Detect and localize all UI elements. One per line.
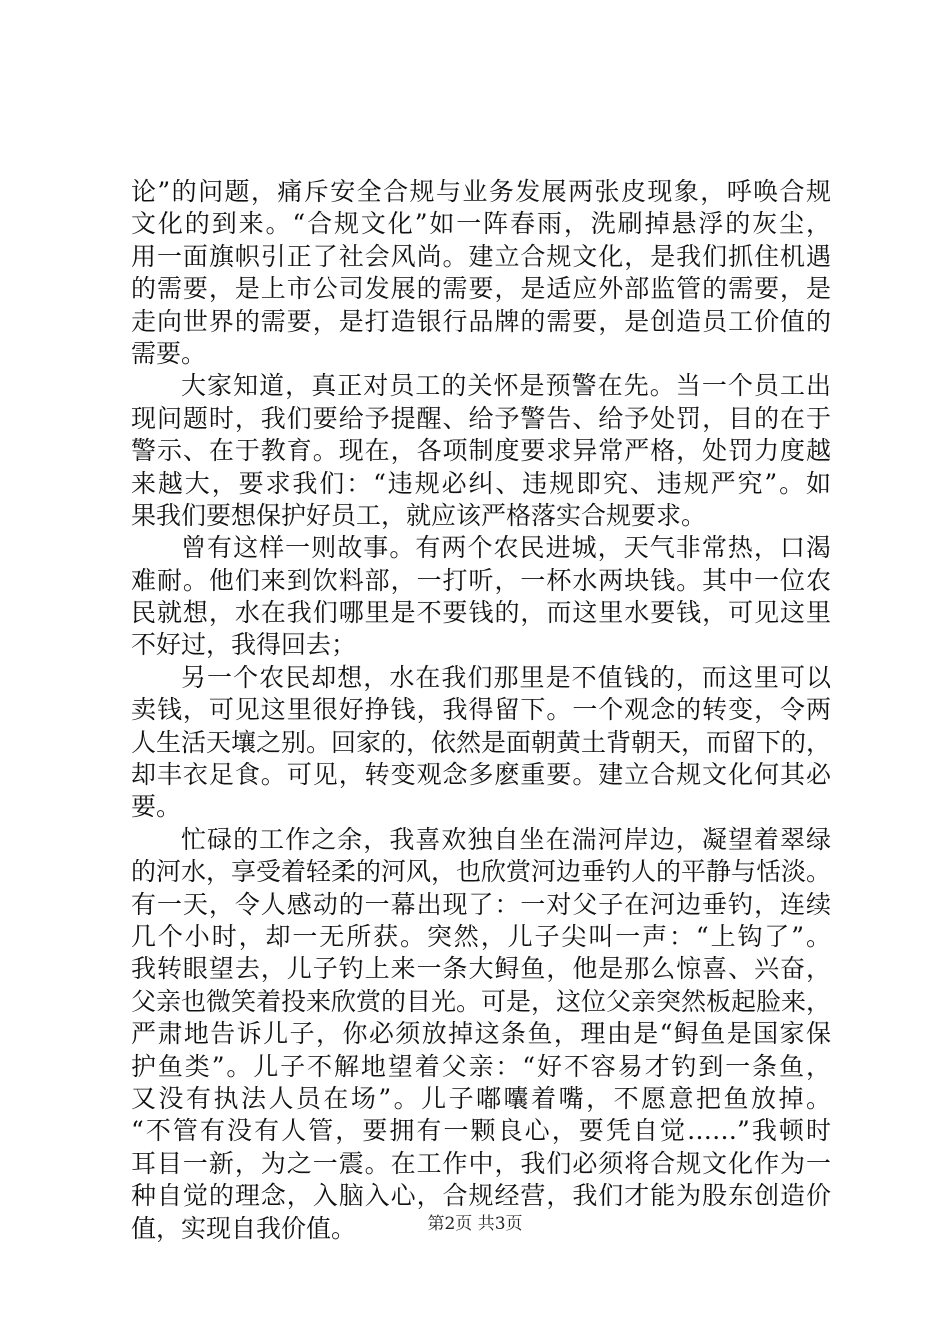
text-line: 曾有这样一则故事。有两个农民进城，天气非常热，口渴	[181, 533, 831, 563]
text-line: 走向世界的需要，是打造银行品牌的需要，是创造员工价值的	[131, 306, 831, 336]
text-line: 种自觉的理念，入脑入心，合规经营，我们才能为股东创造价	[131, 1181, 831, 1211]
text-line: 果我们要想保护好员工，就应该严格落实合规要求。	[131, 500, 707, 530]
text-line: 不好过，我得回去；	[131, 630, 357, 660]
text-line: 的河水，享受着轻柔的河风，也欣赏河边垂钓人的平静与恬淡。	[131, 857, 832, 887]
text-line: 卖钱，可见这里很好挣钱，我得留下。一个观念的转变，令两	[131, 695, 831, 725]
text-line: 大家知道，真正对员工的关怀是预警在先。当一个员工出	[181, 371, 831, 401]
text-line: 我转眼望去，儿子钓上来一条大鲟鱼，他是那么惊喜、兴奋，	[131, 954, 831, 984]
text-line: 忙碌的工作之余，我喜欢独自坐在湍河岸边，凝望着翠绿	[181, 824, 831, 854]
text-line: 却丰衣足食。可见，转变观念多麽重要。建立合规文化何其必	[131, 760, 831, 790]
text-line: 另一个农民却想，水在我们那里是不值钱的，而这里可以	[181, 662, 831, 692]
text-line: 现问题时，我们要给予提醒、给予警告、给予处罚，目的在于	[131, 403, 831, 433]
text-line: 护鱼类”。儿子不解地望着父亲：“好不容易才钓到一条鱼，	[131, 1051, 831, 1081]
text-line: 难耐。他们来到饮料部，一打听，一杯水两块钱。其中一位农	[131, 565, 831, 595]
text-line: 民就想，水在我们哪里是不要钱的，而这里水要钱，可见这里	[131, 598, 831, 628]
text-line: 人生活天壤之别。回家的，依然是面朝黄土背朝天，而留下的，	[131, 727, 832, 757]
text-line: 父亲也微笑着投来欣赏的目光。可是，这位父亲突然板起脸来，	[131, 986, 832, 1016]
text-line: “不管有没有人管，要拥有一颗良心，要凭自觉……”我顿时	[131, 1116, 831, 1146]
text-line: 需要。	[131, 338, 207, 368]
page-footer: 第2页 共3页	[427, 1214, 523, 1234]
text-line: 警示、在于教育。现在，各项制度要求异常严格，处罚力度越	[131, 436, 831, 466]
text-line: 用一面旗帜引正了社会风尚。建立合规文化，是我们抓住机遇	[131, 241, 831, 271]
text-line: 来越大，要求我们：“违规必纠、违规即究、违规严究”。如	[131, 468, 831, 498]
text-line: 值，实现自我价值。	[131, 1213, 357, 1243]
text-line: 要。	[131, 792, 182, 822]
text-line: 几个小时，却一无所获。突然，儿子尖叫一声：“上钩了”。	[131, 921, 831, 951]
text-line: 的需要，是上市公司发展的需要，是适应外部监管的需要，是	[131, 274, 831, 304]
text-line: 论”的问题，痛斥安全合规与业务发展两张皮现象，呼唤合规	[131, 177, 831, 206]
text-line: 有一天，令人感动的一幕出现了：一对父子在河边垂钓，连续	[131, 889, 831, 919]
text-line: 严肃地告诉儿子，你必须放掉这条鱼，理由是“鲟鱼是国家保	[131, 1019, 831, 1049]
document-body	[131, 176, 831, 1245]
text-line: 文化的到来。“合规文化”如一阵春雨，洗刷掉悬浮的灰尘，	[131, 209, 831, 239]
text-line: 耳目一新，为之一震。在工作中，我们必须将合规文化作为一	[131, 1148, 831, 1178]
text-line: 又没有执法人员在场”。儿子嘟囔着嘴，不愿意把鱼放掉。	[131, 1083, 831, 1113]
